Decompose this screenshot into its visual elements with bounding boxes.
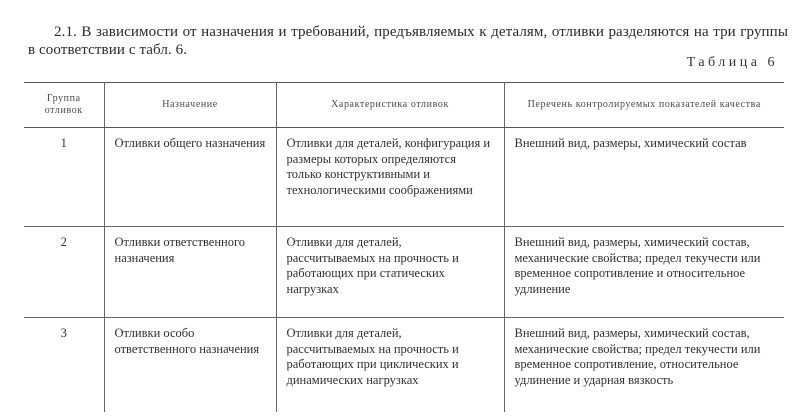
cell-group: 3	[60, 326, 67, 340]
table-row	[24, 227, 784, 318]
cell-group: 1	[24, 128, 104, 227]
cell-description: Отливки для деталей, рассчитываемых на прочность и работающих при циклических и динамических нагрузках	[276, 318, 504, 413]
header-description: Характеристика отливок	[276, 83, 504, 128]
table-header-row	[24, 83, 784, 128]
cell-purpose: Отливки особо ответственного назначения	[104, 318, 276, 413]
header-indicators: Перечень контролируемых показателей качества	[504, 83, 784, 128]
cell-description: Отливки для деталей, рассчитываемых на прочность и работающих при статических нагрузках	[276, 227, 504, 318]
header-purpose: Назначение	[104, 83, 276, 128]
intro-paragraph: 2.1. В зависимости от назначения и требований, предъявляемых к деталям, отливки разделяются на три группы в соответствии с табл. 6.	[28, 24, 788, 58]
cell-purpose: Отливки общего назначения	[104, 128, 276, 227]
table-caption: Таблица 6	[686, 55, 778, 70]
table-row	[24, 318, 784, 413]
table-row	[24, 128, 784, 227]
cell-indicators: Внешний вид, размеры, химический состав, механические свойства; предел текучести или временное сопротивление и относительное удлинение	[504, 227, 784, 318]
header-group: Группа отливок	[24, 83, 104, 128]
cell-description: Отливки для деталей, конфигурация и размеры которых определяются только конструктивными и технологическими соображениями	[276, 128, 504, 227]
castings-groups-table	[24, 82, 784, 412]
cell-group: 2	[24, 227, 104, 318]
cell-purpose: Отливки ответственного назначения	[104, 227, 276, 318]
cell-indicators: Внешний вид, размеры, химический состав, механические свойства; предел текучести или временное сопротивление, относительное удлинение и ударная вязкость	[504, 318, 784, 413]
cell-indicators: Внешний вид, размеры, химический состав	[504, 128, 784, 227]
